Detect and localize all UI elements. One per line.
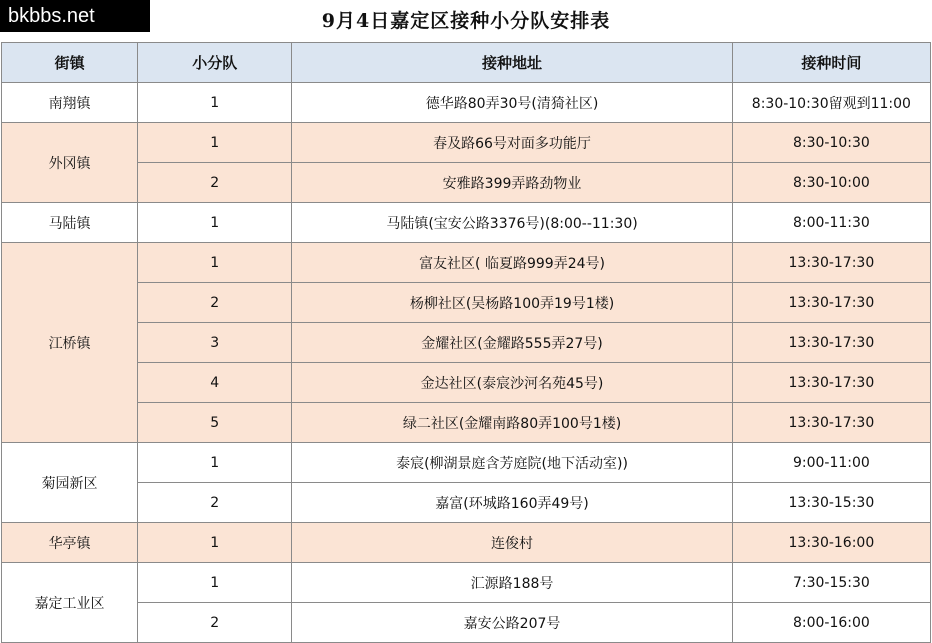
- team-cell: 1: [138, 243, 292, 283]
- address-cell: 嘉安公路207号: [292, 603, 732, 643]
- table-row: [2, 363, 931, 403]
- time-cell: 13:30-17:30: [732, 403, 930, 443]
- time-cell: 9:00-11:00: [732, 443, 930, 483]
- header-time: 接种时间: [732, 43, 930, 83]
- district-cell: 江桥镇: [2, 243, 138, 443]
- team-cell: 1: [138, 523, 292, 563]
- time-cell: 13:30-17:30: [732, 243, 930, 283]
- district-cell: 嘉定工业区: [2, 563, 138, 643]
- header-district: 街镇: [2, 43, 138, 83]
- district-cell: 外冈镇: [2, 123, 138, 203]
- team-cell: 5: [138, 403, 292, 443]
- team-cell: 1: [138, 443, 292, 483]
- address-cell: 安雅路399弄路劲物业: [292, 163, 732, 203]
- team-cell: 2: [138, 603, 292, 643]
- time-cell: 8:00-16:00: [732, 603, 930, 643]
- schedule-table: [1, 42, 931, 643]
- address-cell: 嘉富(环城路160弄49号): [292, 483, 732, 523]
- table-row: [2, 603, 931, 643]
- header-row: [2, 43, 931, 83]
- time-cell: 8:30-10:30: [732, 123, 930, 163]
- page-title: 9月4日嘉定区接种小分队安排表: [321, 10, 611, 32]
- team-cell: 2: [138, 483, 292, 523]
- address-cell: 杨柳社区(吴杨路100弄19号1楼): [292, 283, 732, 323]
- schedule-body: [2, 83, 931, 643]
- address-cell: 德华路80弄30号(清猗社区): [292, 83, 732, 123]
- address-cell: 金耀社区(金耀路555弄27号): [292, 323, 732, 363]
- time-cell: 8:30-10:30留观到11:00: [732, 83, 930, 123]
- time-cell: 13:30-15:30: [732, 483, 930, 523]
- time-cell: 8:30-10:00: [732, 163, 930, 203]
- table-row: [2, 123, 931, 163]
- team-cell: 1: [138, 83, 292, 123]
- district-cell: 南翔镇: [2, 83, 138, 123]
- table-row: [2, 283, 931, 323]
- district-cell: 菊园新区: [2, 443, 138, 523]
- table-row: [2, 403, 931, 443]
- table-row: [2, 243, 931, 283]
- team-cell: 4: [138, 363, 292, 403]
- table-row: [2, 163, 931, 203]
- district-cell: 华亭镇: [2, 523, 138, 563]
- address-cell: 汇源路188号: [292, 563, 732, 603]
- address-cell: 春及路66号对面多功能厅: [292, 123, 732, 163]
- team-cell: 1: [138, 203, 292, 243]
- team-cell: 1: [138, 563, 292, 603]
- address-cell: 金达社区(泰宸沙河名苑45号): [292, 363, 732, 403]
- table-row: [2, 443, 931, 483]
- team-cell: 3: [138, 323, 292, 363]
- team-cell: 1: [138, 123, 292, 163]
- table-row: [2, 483, 931, 523]
- address-cell: 马陆镇(宝安公路3376号)(8:00--11:30): [292, 203, 732, 243]
- address-cell: 连俊村: [292, 523, 732, 563]
- table-row: [2, 203, 931, 243]
- address-cell: 富友社区( 临夏路999弄24号): [292, 243, 732, 283]
- time-cell: 7:30-15:30: [732, 563, 930, 603]
- address-cell: 泰宸(柳湖景庭含芳庭院(地下活动室)): [292, 443, 732, 483]
- time-cell: 13:30-17:30: [732, 363, 930, 403]
- district-cell: 马陆镇: [2, 203, 138, 243]
- team-cell: 2: [138, 163, 292, 203]
- table-row: [2, 83, 931, 123]
- address-cell: 绿二社区(金耀南路80弄100号1楼): [292, 403, 732, 443]
- time-cell: 13:30-16:00: [732, 523, 930, 563]
- table-row: [2, 563, 931, 603]
- time-cell: 13:30-17:30: [732, 283, 930, 323]
- table-row: [2, 523, 931, 563]
- table-row: [2, 323, 931, 363]
- header-team: 小分队: [138, 43, 292, 83]
- time-cell: 13:30-17:30: [732, 323, 930, 363]
- team-cell: 2: [138, 283, 292, 323]
- header-address: 接种地址: [292, 43, 732, 83]
- watermark: bkbbs.net: [0, 0, 150, 32]
- time-cell: 8:00-11:30: [732, 203, 930, 243]
